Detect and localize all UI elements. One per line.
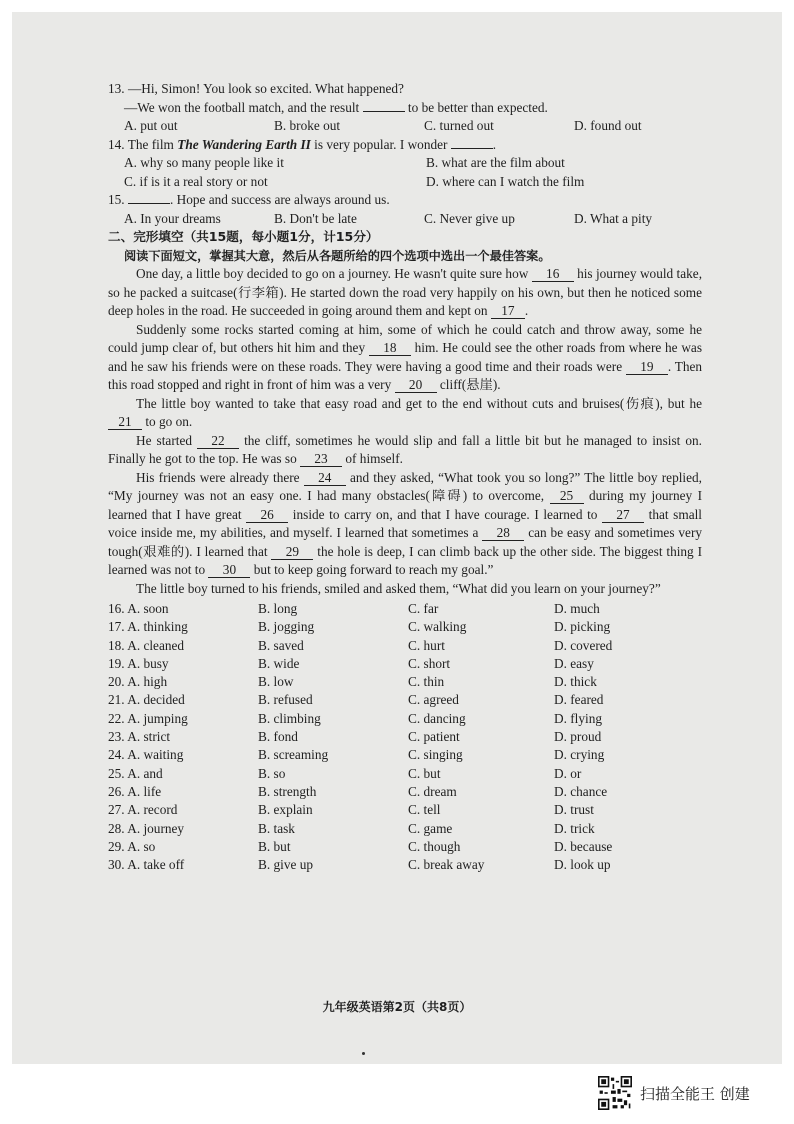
blank-26: 26 [246, 508, 288, 523]
scanner-badge-label: 扫描全能王 创建 [640, 1084, 750, 1103]
option-c[interactable]: C. tell [408, 802, 441, 818]
option-d[interactable]: D. trust [554, 802, 594, 818]
option-c[interactable]: C. far [408, 601, 439, 616]
q14-option-c[interactable]: C. if is it a real story or not [124, 173, 268, 189]
option-b[interactable]: B. screaming [258, 747, 329, 763]
blank-23: 23 [300, 452, 342, 467]
option-a[interactable]: 17. A. thinking [108, 619, 188, 635]
q15-option-c[interactable]: C. Never give up [424, 210, 515, 226]
option-d[interactable]: D. look up [554, 857, 611, 873]
film-title: The Wandering Earth II [177, 136, 311, 152]
q14-option-b[interactable]: B. what are the film about [426, 155, 565, 170]
blank-30: 30 [208, 563, 250, 578]
option-a[interactable]: 18. A. cleaned [108, 637, 185, 653]
option-row-24 [108, 746, 702, 764]
passage-paragraph: The little boy turned to his friends, smiled and asked them, “What did you learn on your journey?” [136, 580, 661, 596]
blank-19: 19 [626, 360, 668, 375]
q14-stem: 14. The film The Wandering Earth II is very popular. I wonder . [108, 136, 497, 152]
page-content [108, 80, 702, 874]
blank-22: 22 [197, 434, 239, 449]
option-row-22 [108, 710, 702, 728]
option-b[interactable]: B. climbing [258, 710, 321, 726]
option-d[interactable]: D. covered [554, 637, 613, 653]
option-c[interactable]: C. though [408, 838, 461, 854]
option-b[interactable]: B. task [258, 820, 295, 836]
option-b[interactable]: B. strength [258, 783, 317, 799]
option-row-23 [108, 728, 702, 746]
blank-18: 18 [369, 341, 411, 356]
exam-page [12, 12, 782, 1064]
blank-21: 21 [108, 415, 142, 430]
option-c[interactable]: C. singing [408, 747, 463, 763]
passage-paragraph: He started 22 the cliff, sometimes he would slip and fall a little bit but he managed to insist on. Finally he got to the top. He was so 23 of himself. [108, 432, 702, 466]
option-a[interactable]: 23. A. strict [108, 729, 171, 745]
option-row-28 [108, 820, 702, 838]
option-d[interactable]: D. picking [554, 619, 611, 635]
q13-option-b[interactable]: B. broke out [274, 118, 341, 133]
option-a[interactable]: 28. A. journey [108, 820, 185, 836]
passage-paragraph: His friends were already there 24 and they asked, “What took you so long?” The little boy replied, “My journey was not an easy one. I had many obstacles(障碍) to overcome, 25 during my journey I learned that I have great 26 inside to carry on, and that I have courage. I learned to 27 that small voice inside me, my abilities, and myself. I learned that sometimes a 28 can be easy and sometimes very tough(艰难的). I learned that 29 the hole is deep, I can climb back up the other side. The biggest thing I learned was not to 30 but to keep going forward to reach my goal.” [108, 469, 703, 577]
option-c[interactable]: C. game [408, 820, 453, 836]
passage-paragraph: Suddenly some rocks started coming at him, some of which he could catch and throw away, some he could jump clear of, but others hit him and they 18 him. He could see the other roads from where he was and he saw his friends were on these roads. They were having a good time and their roads were 19 . Then this road stopped and right in front of him was a very 20 cliff(悬崖). [108, 321, 703, 392]
option-d[interactable]: D. easy [554, 655, 594, 671]
blank-25: 25 [550, 489, 584, 504]
option-b[interactable]: B. give up [258, 857, 314, 873]
option-a[interactable]: 21. A. decided [108, 692, 185, 708]
section-heading: 二、完形填空（共15题，每小题1分，计15分） [108, 229, 379, 244]
option-b[interactable]: B. long [258, 601, 298, 616]
scan-speck [362, 1052, 365, 1055]
blank-17: 17 [491, 304, 525, 319]
option-d[interactable]: D. because [554, 838, 613, 854]
option-d[interactable]: D. much [554, 601, 600, 616]
option-a[interactable]: 19. A. busy [108, 655, 169, 671]
option-b[interactable]: B. wide [258, 655, 300, 671]
q14-option-d[interactable]: D. where can I watch the film [426, 173, 585, 189]
option-row-20 [108, 673, 702, 691]
option-d[interactable]: D. crying [554, 747, 605, 763]
q13-option-a[interactable]: A. put out [124, 118, 178, 133]
option-d[interactable]: D. feared [554, 692, 604, 708]
option-d[interactable]: D. chance [554, 783, 608, 799]
option-row-30 [108, 856, 702, 874]
cloze-passage [108, 265, 702, 598]
option-a[interactable]: 26. A. life [108, 783, 162, 799]
option-c[interactable]: C. agreed [408, 692, 459, 708]
option-a[interactable]: 20. A. high [108, 674, 168, 690]
option-a[interactable]: 24. A. waiting [108, 747, 184, 763]
option-c[interactable]: C. but [408, 765, 441, 781]
option-c[interactable]: C. thin [408, 674, 445, 690]
option-a[interactable]: 25. A. and [108, 765, 163, 781]
q14-option-a[interactable]: A. why so many people like it [124, 155, 284, 170]
qr-code-icon [598, 1076, 632, 1110]
option-b[interactable]: B. fond [258, 729, 298, 745]
q13-blank [363, 111, 405, 112]
option-b[interactable]: B. jogging [258, 619, 315, 635]
option-row-21 [108, 691, 702, 709]
option-b[interactable]: B. saved [258, 637, 304, 653]
page-footer: 九年级英语第2页（共8页） [322, 1000, 472, 1014]
option-a[interactable]: 27. A. record [108, 802, 178, 818]
passage-paragraph: The little boy wanted to take that easy road and get to the end without cuts and bruises(伤痕), but he 21 to go on. [108, 395, 702, 432]
option-b[interactable]: B. but [258, 838, 291, 854]
option-b[interactable]: B. refused [258, 692, 313, 708]
q15-option-b[interactable]: B. Don't be late [274, 210, 357, 226]
q15-stem: 15. . Hope and success are always around us. [108, 192, 390, 207]
option-row-26 [108, 783, 702, 801]
option-d[interactable]: D. flying [554, 710, 603, 726]
option-row-25 [108, 765, 702, 783]
option-row-19 [108, 655, 702, 673]
q15-blank [128, 203, 170, 204]
option-row-18 [108, 637, 702, 655]
option-d[interactable]: D. proud [554, 729, 602, 745]
q14-options-row1 [108, 154, 702, 173]
q13-option-d[interactable]: D. found out [574, 118, 642, 133]
option-row-29 [108, 838, 702, 856]
option-b[interactable]: B. low [258, 674, 294, 690]
q15-options [108, 210, 702, 229]
blank-20: 20 [395, 378, 437, 393]
q14-options-row2 [108, 173, 702, 192]
option-a[interactable]: 22. A. jumping [108, 710, 188, 726]
passage-paragraph: One day, a little boy decided to go on a journey. He wasn't quite sure how 16 his journey would take, so he packed a suitcase(行李箱). He started down the road very happily on his own, but then he noticed some deep holes in the road. He succeeded in going around them and kept on 17 . [108, 266, 703, 318]
option-c[interactable]: C. break away [408, 857, 485, 873]
option-c[interactable]: C. short [408, 655, 451, 671]
option-c[interactable]: C. walking [408, 619, 467, 635]
option-row-27 [108, 801, 702, 819]
option-a[interactable]: 30. A. take off [108, 857, 185, 873]
blank-24: 24 [304, 471, 346, 486]
q13-option-c[interactable]: C. turned out [424, 118, 494, 133]
option-c[interactable]: C. patient [408, 729, 460, 745]
option-a[interactable]: 16. A. soon [108, 601, 169, 616]
option-b[interactable]: B. explain [258, 802, 313, 818]
blank-27: 27 [602, 508, 644, 523]
q13-options [108, 117, 702, 136]
q14-blank [451, 148, 493, 149]
option-d[interactable]: D. or [554, 765, 582, 781]
options-grid [108, 600, 702, 874]
q13-stem: 13. —Hi, Simon! You look so excited. What happened? [108, 81, 404, 96]
section-instruction: 阅读下面短文，掌握其大意，然后从各题所给的四个选项中选出一个最佳答案。 [124, 248, 551, 263]
q13-reply: —We won the football match, and the result to be better than expected. [124, 99, 548, 115]
option-a[interactable]: 29. A. so [108, 838, 156, 854]
blank-28: 28 [482, 526, 524, 541]
q15-option-d[interactable]: D. What a pity [574, 210, 653, 226]
option-row-16 [108, 600, 702, 618]
option-c[interactable]: C. hurt [408, 637, 445, 653]
option-d[interactable]: D. trick [554, 820, 595, 836]
option-row-17 [108, 618, 702, 636]
option-c[interactable]: C. dancing [408, 710, 466, 726]
option-d[interactable]: D. thick [554, 674, 597, 690]
option-c[interactable]: C. dream [408, 783, 457, 799]
blank-16: 16 [532, 267, 574, 282]
scanner-badge [598, 1076, 750, 1110]
q15-option-a[interactable]: A. In your dreams [124, 210, 221, 226]
blank-29: 29 [271, 545, 313, 560]
option-b[interactable]: B. so [258, 765, 286, 781]
